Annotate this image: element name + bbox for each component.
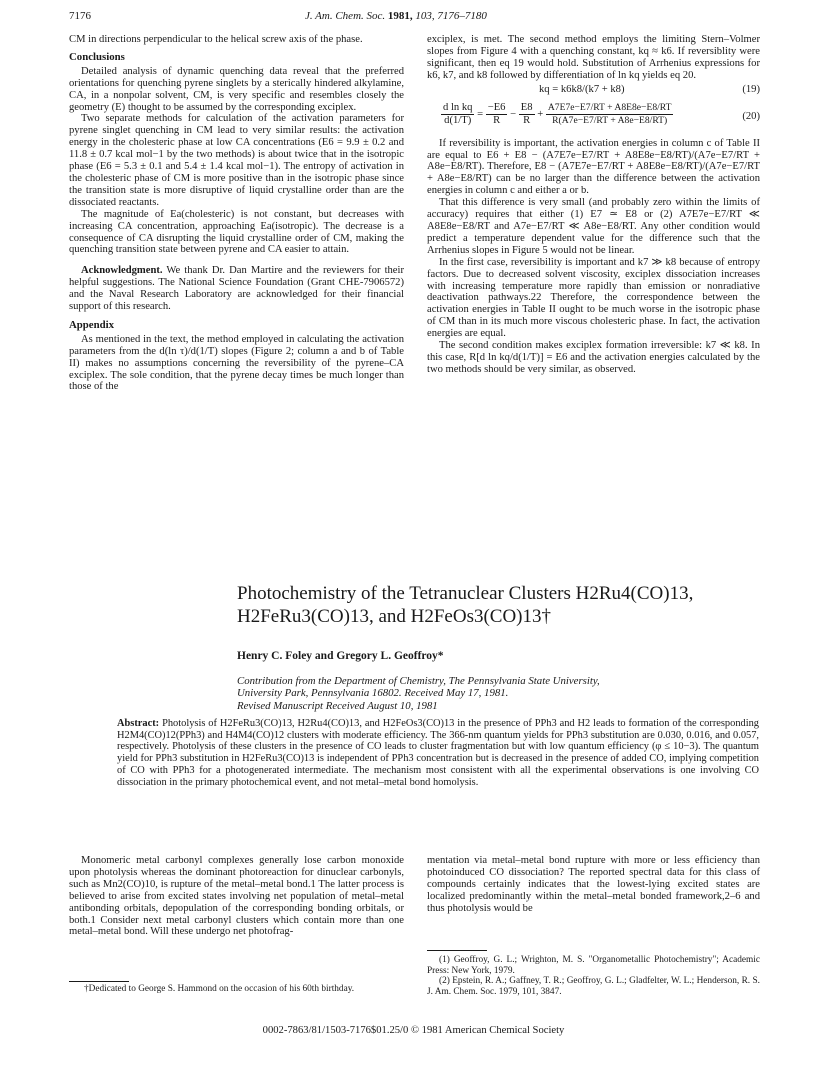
references-rule: [427, 950, 487, 951]
abstract: [117, 718, 759, 788]
running-head: [305, 10, 487, 22]
body-paragraph: Monomeric metal carbonyl complexes generally lose carbon monoxide upon photolysis whereas the dominant photoreaction for dinuclear carbonyls, such as Mn2(CO)10, is rupture of the metal–metal bond.1 The latter process is believed to arise from excited states involving net population of metal–metal antibonding orbitals, depopulation of the corresponding bonding orbitals, or both.1 Consider next metal carbonyl clusters which contain more than one metal–metal bond. Will these undergo net photofrag-: [69, 855, 404, 938]
eq20-t3-den: R(A7e−E7/RT + A8e−E8/RT): [552, 114, 668, 126]
page-footer: 0002-7863/81/1503-7176$01.25/0 © 1981 American Chemical Society: [262, 1025, 565, 1036]
eq20-t3-num: A7E7e−E7/RT + A8E8e−E8/RT: [547, 101, 672, 113]
eq20-lhs-num: d ln kq: [443, 101, 473, 113]
footnote-rule: [69, 981, 129, 982]
reference-item: (2) Epstein, R. A.; Gaffney, T. R.; Geoffroy, G. L.; Gladfelter, W. L.; Henderson, R. S. J. Am. Chem. Soc. 1979, 101, 3847.: [427, 976, 760, 997]
right-column-top: [427, 34, 760, 376]
conclusions-paragraph: The magnitude of Ea(cholesteric) is not constant, but decreases with increasing CA concentration, approaching Ea(isotropic). The decrease is a consequence of CA disrupting the liquid crystalline order of CM, making the quenching transition state between pyrene and CA easier to attain.: [69, 208, 404, 256]
conclusions-paragraph: Detailed analysis of dynamic quenching data reveal that the preferred orientations for quenching pyrene singlets by a sterically hindered alkylamine, CA, in a nonpolar solvent, CM, is very specific and resembles closely the geometry (E) thought to be assumed by the corresponding exciplex.: [69, 65, 404, 113]
conclusions-paragraph: Two separate methods for calculation of the activation parameters for pyrene singlet quenching in CM lead to very similar results: the activation energy in the cholesteric phase at low CA concentrations (E6 = 9.9 ± 0.2 and 11.8 ± 0.7 kcal mol−1 by the two methods) is about twice that in the isotropic phase (E6 = 5.3 ± 0.1 and 5.4 ± 1.4 kcal mol−1). The entropy of activation in the cholesteric phase of CM is more positive than in the isotropic phase since the transition state is more disruptive of liquid crystalline order than are the dissociated reactants.: [69, 113, 404, 208]
eq20-t1-den: R: [493, 114, 501, 126]
equation-19-number: (19): [742, 83, 760, 95]
equation-20-number: (20): [742, 110, 760, 122]
conclusions-heading: Conclusions: [69, 50, 125, 63]
body-paragraph: exciplex, is met. The second method employs the limiting Stern–Volmer slopes from Figure 4 with a quenching constant, kq ≈ k6. If reversiblity were significant, then eq 19 would hold. Substitution of Arrhenius expressions for k6, k7, and k8 followed by differentiation of ln kq yields eq 20.: [427, 34, 760, 81]
eq20-term3: [546, 102, 674, 127]
affiliation-line: Revised Manuscript Received August 10, 1981: [237, 699, 438, 712]
affiliation: [237, 675, 600, 712]
article-title: [237, 582, 797, 628]
journal-year: 1981,: [387, 10, 413, 22]
equation-20: [427, 102, 760, 134]
authors: Henry C. Foley and Gregory L. Geoffroy*: [237, 650, 444, 662]
references: [427, 955, 760, 997]
body-paragraph: That this difference is very small (and probably zero within the limits of accuracy) requires that either (1) E7 ≃ E8 or (2) A7E7e−E7/RT ≪ A8E8e−E8/RT and A7e−E7/RT ≪ A8e−E8/RT. Any other condition would predict a temperature dependent value for the difference such that the Arrhenius slopes in Figure 5 would not be linear.: [427, 197, 760, 256]
eq20-lhs-den: d(1/T): [444, 114, 472, 126]
appendix-heading: Appendix: [69, 318, 115, 331]
left-column-top: [69, 34, 404, 393]
eq20-term2: [519, 102, 535, 127]
eq20-t2-num: E8: [520, 101, 533, 113]
acknowledgment-label: Acknowledgment.: [81, 265, 163, 277]
acknowledgment-paragraph: [69, 265, 404, 313]
article-body-right: [427, 855, 760, 915]
article-body-left: [69, 855, 404, 938]
equation-19: [427, 84, 760, 100]
abstract-label: Abstract:: [117, 718, 160, 729]
page-number: 7176: [69, 10, 91, 22]
title-line: H2FeRu3(CO)13, and H2FeOs3(CO)13†: [237, 606, 552, 627]
intro-paragraph: CM in directions perpendicular to the helical screw axis of the phase.: [69, 34, 363, 45]
appendix-paragraph: As mentioned in the text, the method employed in calculating the activation parameters from the d(ln τ)/d(1/T) slopes (Figure 2; column a and b of Table II) makes no assumptions concerning the reversibility of the pyrene–CA exciplex. The sole condition, that the pyrene decay times be much longer than those of the: [69, 333, 404, 393]
equation-19-text: kq = k6k8/(k7 + k8): [539, 83, 625, 95]
abstract-text: Photolysis of H2FeRu3(CO)13, H2Ru4(CO)13, and H2FeOs3(CO)13 in the presence of PPh3 and H2 leads to formation of the corresponding H2M4(CO)12(PPh3) and H4M4(CO)12 clusters with moderate efficiency. The 366-nm quantum yields for PPh3 substitution are 0.030, 0.016, and 0.057, respectively. Photolysis of these clusters in the presence of CO leads to cluster fragmentation but with low quantum efficiency (φ ≤ 10−3). The quantum yield for PPh3 substitution in H2FeRu3(CO)13 is independent of PPh3 concentration but is decreased in the presence of added CO, implying competition of CO with PPh3 for a photogenerated intermediate. The mechanism most consistent with all the experimental observations is one involving CO dissociation in the primary photochemical event, and not metal–metal bond homolysis.: [117, 718, 759, 788]
body-paragraph: If reversibility is important, the activation energies in column c of Table II are equal to E6 + E8 − (A7E7e−E7/RT + A8E8e−E8/RT)/(A7e−E7/RT + A8e−E8/RT). Therefore, E8 − (A7E7e−E7/RT + A8E8e−E8/RT)/(A7e−E7/RT + A8e−E8/RT) can be no larger than the difference between the activation energies in column c and either a or b.: [427, 137, 760, 197]
body-paragraph: The second condition makes exciplex formation irreversible: k7 ≪ k8. In this case, R[d ln kq/d(1/T)] = E6 and the activation energies calculated by the two methods should be very similar, as observed.: [427, 340, 760, 375]
eq20-lhs: [441, 102, 474, 127]
eq20-term1: [486, 102, 508, 127]
title-line: Photochemistry of the Tetranuclear Clusters H2Ru4(CO)13,: [237, 583, 694, 604]
acknowledgment-text: We thank Dr. Dan Martire and the reviewers for their helpful suggestions. The National Science Foundation (Grant CHE-7906572) and the Naval Research Laboratory are acknowledged for their financial support of this research.: [69, 265, 404, 313]
eq20-t2-den: R: [523, 114, 531, 126]
journal-volume-pages: 103, 7176–7180: [415, 10, 487, 22]
reference-item: (1) Geoffroy, G. L.; Wrighton, M. S. "Organometallic Photochemistry"; Academic Press: New York, 1979.: [427, 955, 760, 976]
journal-name: J. Am. Chem. Soc.: [305, 10, 386, 22]
body-paragraph: mentation via metal–metal bond rupture with more or less efficiency than photoinduced CO dissociation? The reported spectral data for this class of compounds certainly indicates that the lowest-lying excited states are localized predominantly within the metal–metal bonded framework,2–6 and thus photolysis would be: [427, 855, 760, 914]
dedication-footnote: †Dedicated to George S. Hammond on the occasion of his 60th birthday.: [84, 984, 355, 994]
equation-20-body: $\frac{\text{d ln kq}}{d(1/T)}$ = $\frac{-E6}{R}$ − $\frac{E8}{R}$ + $\frac{A7E7e-E7/RT + A8E8e-E8/RT}{R(A7e-E7/RT + A8e-E8/RT)}$: [443, 101, 672, 126]
eq20-t1-num: −E6: [487, 101, 506, 113]
body-paragraph: In the first case, reversibility is important and k7 ≫ k8 because of entropy factors. Due to decreased solvent viscosity, exciplex dissociation increases with increasing temperature more rapidly than emission or nonradiative deactivation pathways.22 Therefore, the correspondence between the activation energies in Table II ought to be much worse in the isotropic phase of CM than in its much more viscous cholesteric phase. In fact, the activation energies are equal.: [427, 256, 760, 340]
affiliation-line: University Park, Pennsylvania 16802. Received May 17, 1981.: [237, 687, 509, 700]
affiliation-line: Contribution from the Department of Chemistry, The Pennsylvania State University,: [237, 675, 600, 687]
